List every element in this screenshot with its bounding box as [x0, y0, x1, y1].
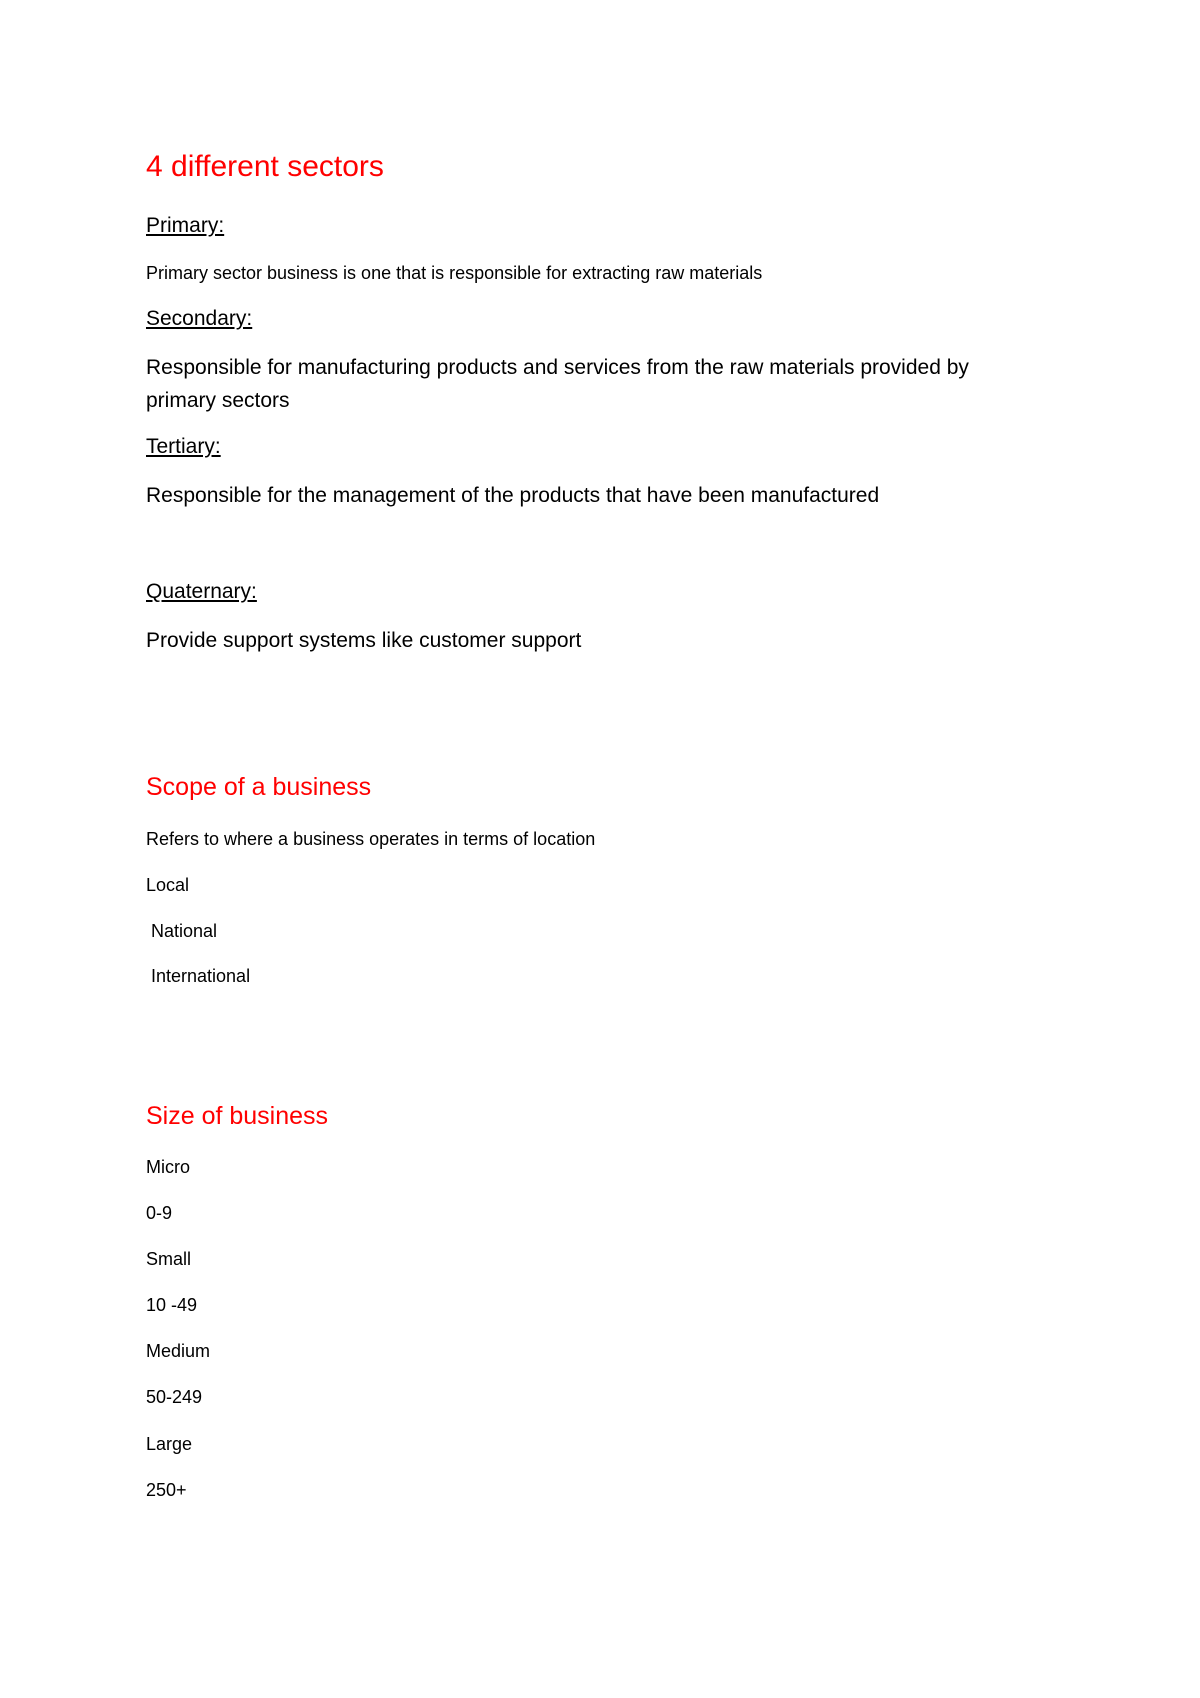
- scope-item-national: National: [151, 921, 218, 941]
- primary-label: Primary:: [146, 214, 225, 237]
- primary-text: Primary sector business is one that is responsible for extracting raw materials: [146, 263, 763, 283]
- tertiary-text: Responsible for the management of the products that have been manufactured: [146, 484, 880, 507]
- size-item-medium: Medium: [146, 1341, 211, 1361]
- secondary-label: Secondary:: [146, 307, 253, 330]
- size-item-micro-range: 0-9: [146, 1203, 173, 1223]
- scope-item-international: International: [151, 966, 251, 986]
- secondary-text-line2: primary sectors: [146, 389, 290, 412]
- size-item-small: Small: [146, 1249, 192, 1269]
- scope-description: Refers to where a business operates in terms of location: [146, 829, 596, 849]
- size-item-small-range: 10 -49: [146, 1295, 198, 1315]
- scope-item-local: Local: [146, 875, 190, 895]
- sectors-heading: 4 different sectors: [146, 150, 384, 183]
- quaternary-label: Quaternary:: [146, 580, 257, 603]
- tertiary-label: Tertiary:: [146, 435, 221, 458]
- secondary-text-line1: Responsible for manufacturing products and services from the raw materials provided by: [146, 356, 969, 379]
- size-item-medium-range: 50-249: [146, 1387, 203, 1407]
- size-heading: Size of business: [146, 1102, 329, 1130]
- size-item-micro: Micro: [146, 1157, 190, 1177]
- size-item-large: Large: [146, 1434, 193, 1454]
- scope-heading: Scope of a business: [146, 773, 372, 801]
- size-item-large-range: 250+: [146, 1480, 187, 1500]
- quaternary-text: Provide support systems like customer support: [146, 629, 582, 652]
